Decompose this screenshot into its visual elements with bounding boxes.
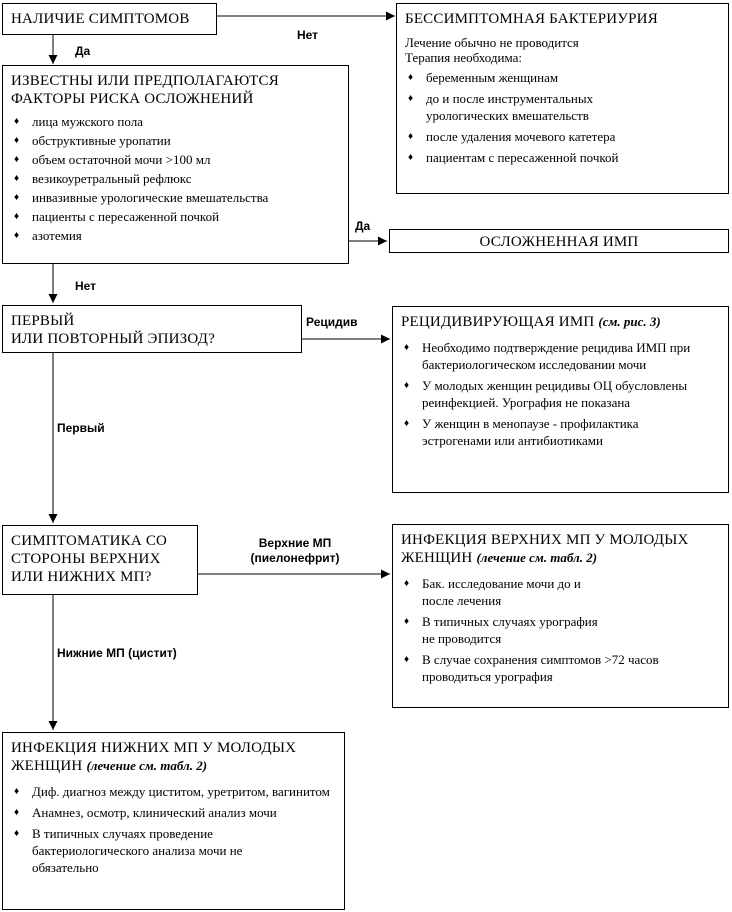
bullet-icon: ♦	[404, 342, 410, 353]
node-episode-title-line2: ИЛИ ПОВТОРНЫЙ ЭПИЗОД?	[11, 331, 215, 347]
bullet-icon: ♦	[408, 93, 414, 104]
list-item: ♦ пациенты с пересаженной почкой	[14, 209, 220, 224]
node-complicated	[389, 229, 729, 253]
bullet-icon: ♦	[14, 116, 20, 127]
list-item: ♦ лица мужского пола	[14, 114, 143, 129]
list-item: ♦ пациентам с пересаженной почкой	[408, 150, 619, 165]
node-episode	[2, 305, 302, 353]
node-risk-title-line2: ФАКТОРЫ РИСКА ОСЛОЖНЕНИЙ	[11, 91, 254, 107]
list-item: ♦ Бак. исследование мочи до и после лечения	[404, 576, 581, 608]
bullet-icon: ♦	[14, 173, 20, 184]
node-symptomatics-title-line1: СИМПТОМАТИКА СО	[11, 533, 168, 549]
list-item: ♦ азотемия	[14, 228, 82, 243]
edge-label-first: Первый	[57, 421, 105, 435]
list-item: ♦ В типичных случаях урография не проводится	[404, 614, 598, 646]
edge-label-upper-line2: (пиелонефрит)	[250, 551, 340, 565]
node-asymptomatic-line2: Терапия необходима:	[405, 50, 523, 65]
bullet-icon: ♦	[404, 380, 410, 391]
node-symptomatics-title-line2: СТОРОНЫ ВЕРХНИХ	[11, 551, 161, 567]
node-lower-note: (лечение см. табл. 2)	[86, 758, 208, 773]
list-item: ♦ везикоуретральный рефлюкс	[14, 171, 192, 186]
edge-label-upper-line1: Верхние МП	[258, 536, 332, 550]
list-item: ♦ объем остаточной мочи >100 мл	[14, 152, 211, 167]
list-item: ♦ после удаления мочевого катетера	[408, 129, 616, 144]
edge-label-symptoms-yes: Да	[75, 44, 91, 58]
node-risk-title-line1: ИЗВЕСТНЫ ИЛИ ПРЕДПОЛАГАЮТСЯ	[11, 73, 279, 89]
list-item: ♦ У женщин в менопаузе - профилактика эстрогенами или антибиотиками	[404, 416, 639, 448]
bullet-icon: ♦	[408, 131, 414, 142]
edge-label-risk-no: Нет	[75, 279, 97, 293]
list-item: ♦ до и после инструментальных урологических вмешательств	[408, 91, 594, 123]
node-risk-list	[11, 112, 340, 245]
node-symptoms-title: НАЛИЧИЕ СИМПТОМОВ	[11, 11, 190, 27]
node-asymptomatic	[396, 3, 729, 194]
bullet-icon: ♦	[404, 654, 410, 665]
node-symptomatics	[2, 525, 198, 595]
bullet-icon: ♦	[14, 135, 20, 146]
node-recurrent-title: РЕЦИДИВИРУЮЩАЯ ИМП	[401, 314, 595, 330]
node-upper-list	[401, 575, 720, 685]
list-item: ♦ беременным женщинам	[408, 70, 559, 85]
edge-label-risk-yes: Да	[355, 219, 371, 233]
node-recurrent-list	[401, 339, 720, 449]
edge-label-recurrence: Рецидив	[306, 315, 358, 329]
bullet-icon: ♦	[408, 72, 414, 83]
node-upper-title-line1: ИНФЕКЦИЯ ВЕРХНИХ МП У МОЛОДЫХ	[401, 532, 689, 548]
node-lower-list	[11, 783, 336, 876]
node-recurrent	[392, 306, 729, 493]
node-recurrent-note: (см. рис. 3)	[598, 314, 661, 329]
bullet-icon: ♦	[14, 211, 20, 222]
node-episode-title-line1: ПЕРВЫЙ	[11, 313, 75, 329]
bullet-icon: ♦	[404, 616, 410, 627]
list-item: ♦ инвазивные урологические вмешательства	[14, 190, 269, 205]
bullet-icon: ♦	[14, 828, 20, 839]
node-symptoms	[2, 3, 217, 35]
list-item: ♦ В случае сохранения симптомов >72 часов проводиться урография	[404, 652, 659, 684]
node-symptomatics-title-line3: ИЛИ НИЖНИХ МП?	[11, 569, 152, 585]
list-item: ♦ Диф. диагноз между циститом, уретритом, вагинитом	[14, 784, 330, 799]
edge-label-lower: Нижние МП (цистит)	[57, 646, 177, 660]
list-item: ♦ Анамнез, осмотр, клинический анализ мочи	[14, 805, 277, 820]
node-upper-title-line2: ЖЕНЩИН	[401, 550, 473, 566]
node-asymptomatic-list	[405, 69, 720, 166]
bullet-icon: ♦	[14, 154, 20, 165]
list-item: ♦ Необходимо подтверждение рецидива ИМП при бактериологическом исследовании мочи	[404, 340, 691, 372]
node-lower-title-line2: ЖЕНЩИН	[11, 758, 83, 774]
edge-label-symptoms-no: Нет	[297, 28, 319, 42]
bullet-icon: ♦	[14, 230, 20, 241]
bullet-icon: ♦	[14, 807, 20, 818]
list-item: ♦ У молодых женщин рецидивы ОЦ обусловлены реинфекцией. Урография не показана	[404, 378, 688, 410]
list-item: ♦ обструктивные уропатии	[14, 133, 171, 148]
node-complicated-title: ОСЛОЖНЕННАЯ ИМП	[479, 234, 639, 250]
bullet-icon: ♦	[404, 578, 410, 589]
node-lower-title-line1: ИНФЕКЦИЯ НИЖНИХ МП У МОЛОДЫХ	[11, 740, 297, 756]
node-upper-note: (лечение см. табл. 2)	[476, 550, 598, 565]
node-asymptomatic-title: БЕССИМПТОМНАЯ БАКТЕРИУРИЯ	[405, 11, 658, 27]
node-asymptomatic-line1: Лечение обычно не проводится	[405, 35, 579, 50]
node-lower-infection	[2, 732, 345, 910]
edge-label-upper	[230, 536, 360, 566]
node-upper-infection	[392, 524, 729, 708]
bullet-icon: ♦	[404, 418, 410, 429]
bullet-icon: ♦	[14, 786, 20, 797]
node-risk-factors	[2, 65, 349, 264]
bullet-icon: ♦	[14, 192, 20, 203]
list-item: ♦ В типичных случаях проведение бактериологического анализа мочи не обязательно	[14, 826, 243, 875]
bullet-icon: ♦	[408, 152, 414, 163]
